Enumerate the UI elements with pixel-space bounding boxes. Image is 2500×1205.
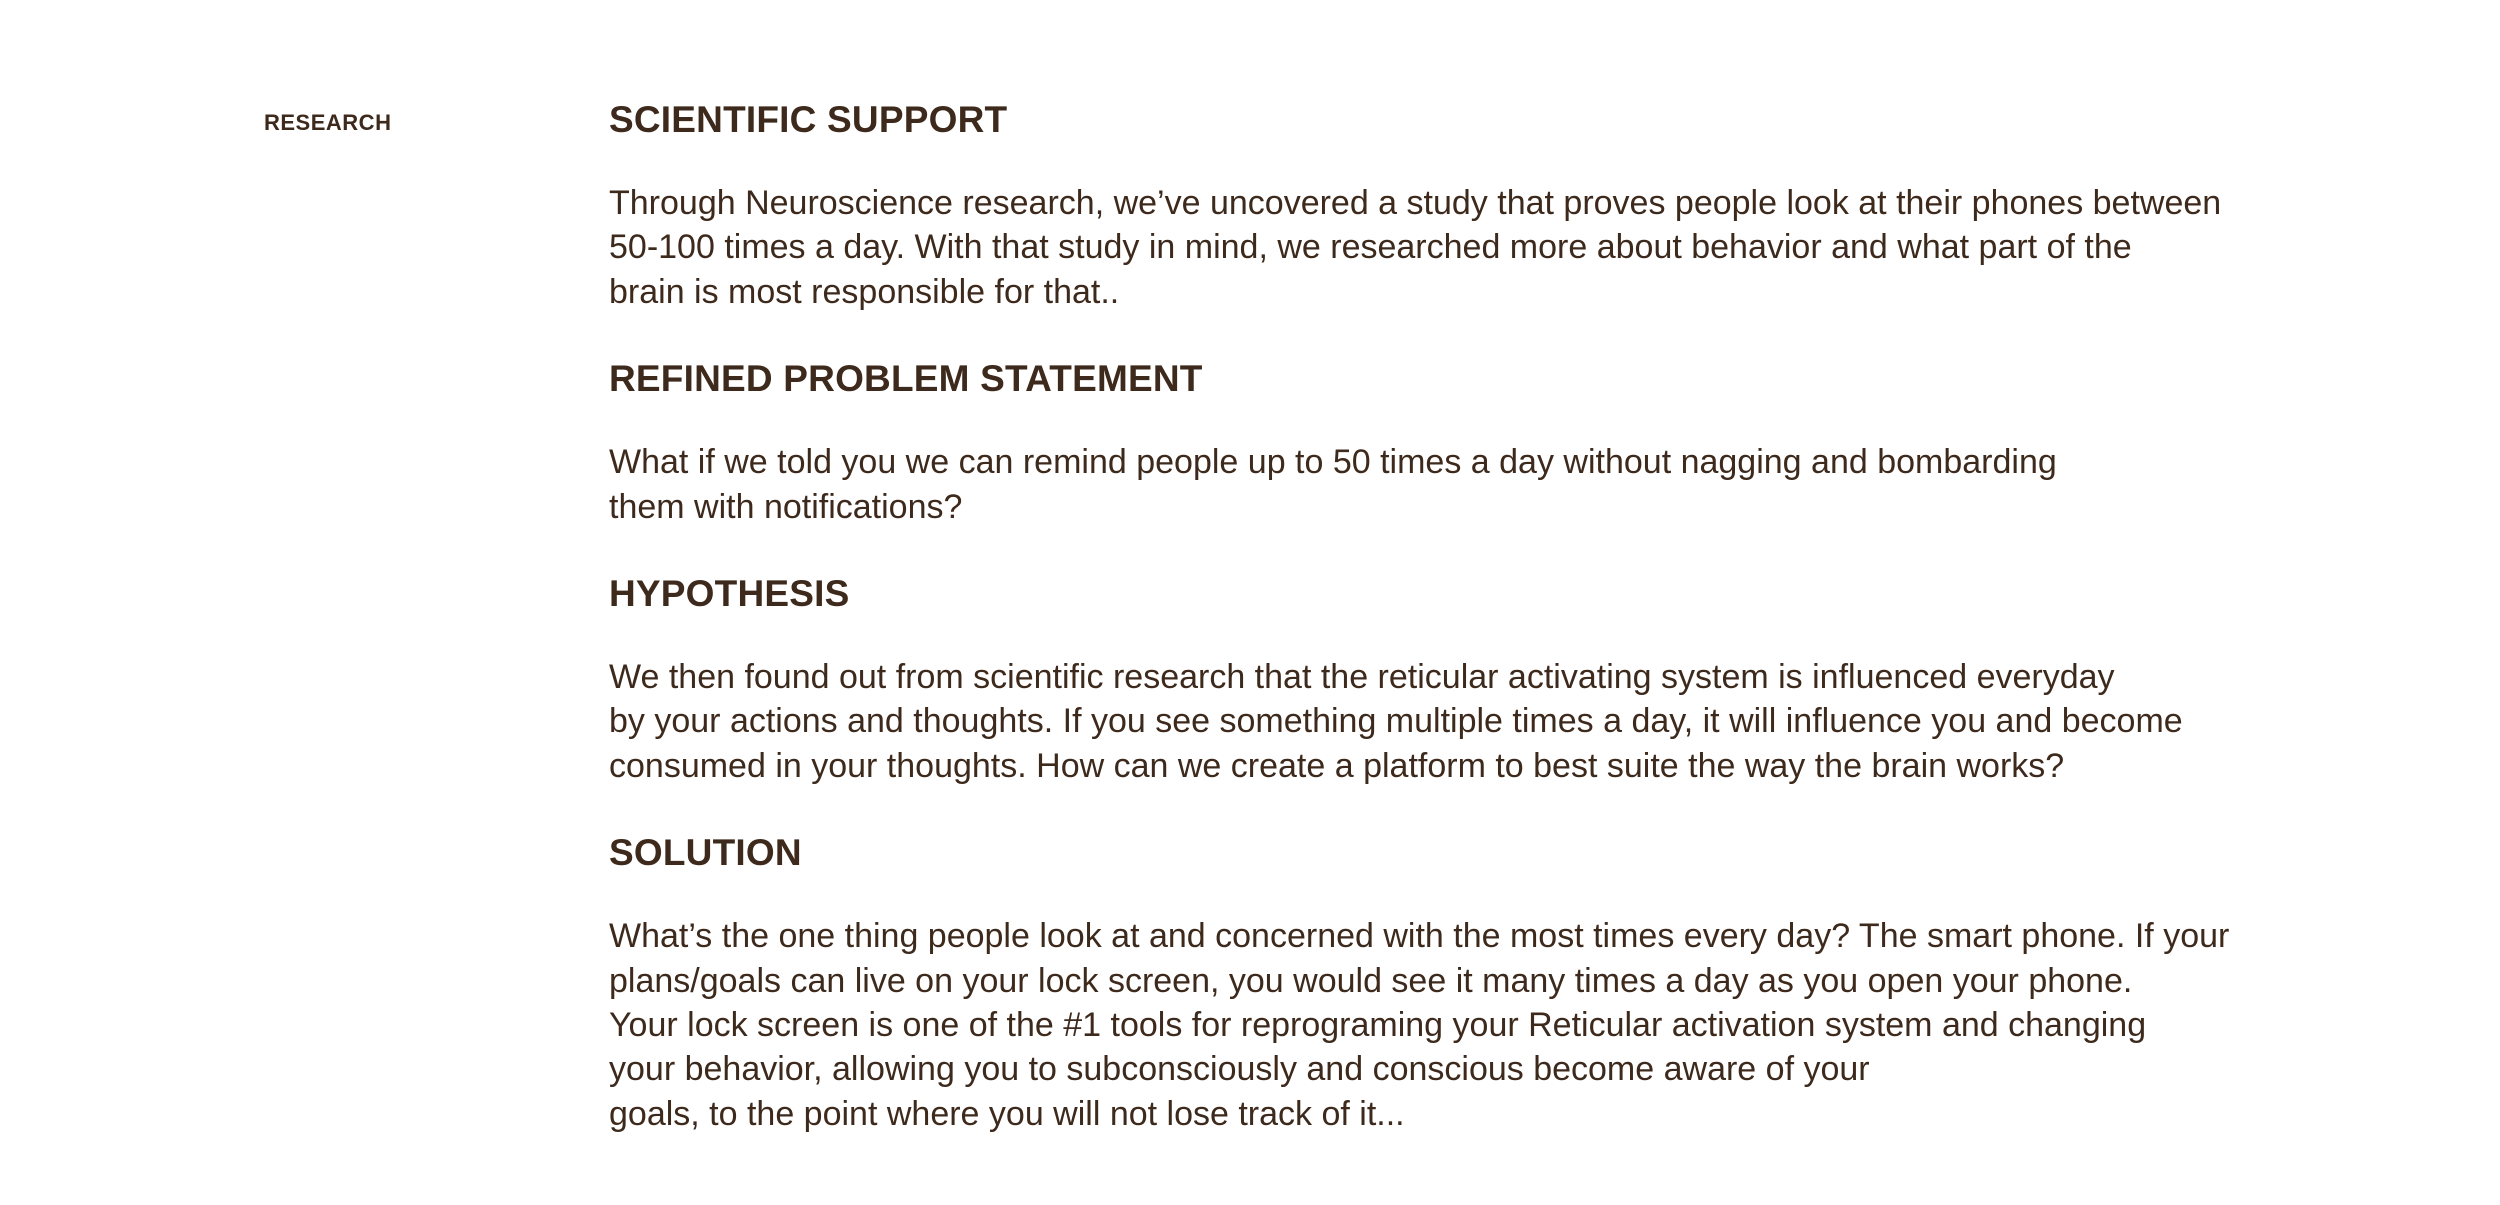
body-line: your behavior, allowing you to subconsciously and conscious become aware of your bbox=[609, 1050, 1870, 1089]
hypothesis-section bbox=[609, 571, 2289, 788]
body-line: Through Neuroscience research, we’ve uncovered a study that proves people look at their phones between bbox=[609, 184, 2222, 222]
refined-problem-statement-heading: REFINED PROBLEM STATEMENT bbox=[609, 358, 1203, 400]
hypothesis-heading: HYPOTHESIS bbox=[609, 573, 850, 615]
body-line: goals, to the point where you will not lose track of it... bbox=[609, 1094, 1405, 1133]
solution-body bbox=[609, 914, 2289, 1136]
body-line: Your lock screen is one of the #1 tools for reprograming your Reticular activation system and changing bbox=[609, 1006, 2147, 1045]
body-line: consumed in your thoughts. How can we create a platform to best suite the way the brain works? bbox=[609, 746, 2065, 785]
solution-heading: SOLUTION bbox=[609, 832, 802, 874]
body-line: What’s the one thing people look at and concerned with the most times every day? The smart phone. If your bbox=[609, 917, 2230, 956]
body-line: by your actions and thoughts. If you see something multiple times a day, it will influence you and become bbox=[609, 702, 2183, 741]
refined-problem-statement-section bbox=[609, 356, 2289, 529]
scientific-support-heading: SCIENTIFIC SUPPORT bbox=[609, 99, 1008, 140]
body-line: What if we told you we can remind people up to 50 times a day without nagging and bombarding bbox=[609, 443, 2057, 482]
scientific-support-body bbox=[609, 181, 2289, 314]
research-content bbox=[609, 97, 2289, 1136]
hypothesis-body bbox=[609, 655, 2289, 788]
body-line: We then found out from scientific research that the reticular activating system is influenced everyday bbox=[609, 658, 2115, 697]
refined-problem-statement-body bbox=[609, 440, 2289, 529]
body-line: them with notifications? bbox=[609, 487, 963, 526]
scientific-support-section bbox=[609, 97, 2289, 314]
body-line: 50-100 times a day. With that study in mind, we researched more about behavior and what part of the bbox=[609, 228, 2132, 267]
section-label-research: RESEARCH bbox=[264, 110, 392, 135]
body-line: brain is most responsible for that.. bbox=[609, 272, 1120, 311]
body-line: plans/goals can live on your lock screen, you would see it many times a day as you open your phone. bbox=[609, 961, 2133, 1000]
solution-section bbox=[609, 830, 2289, 1136]
